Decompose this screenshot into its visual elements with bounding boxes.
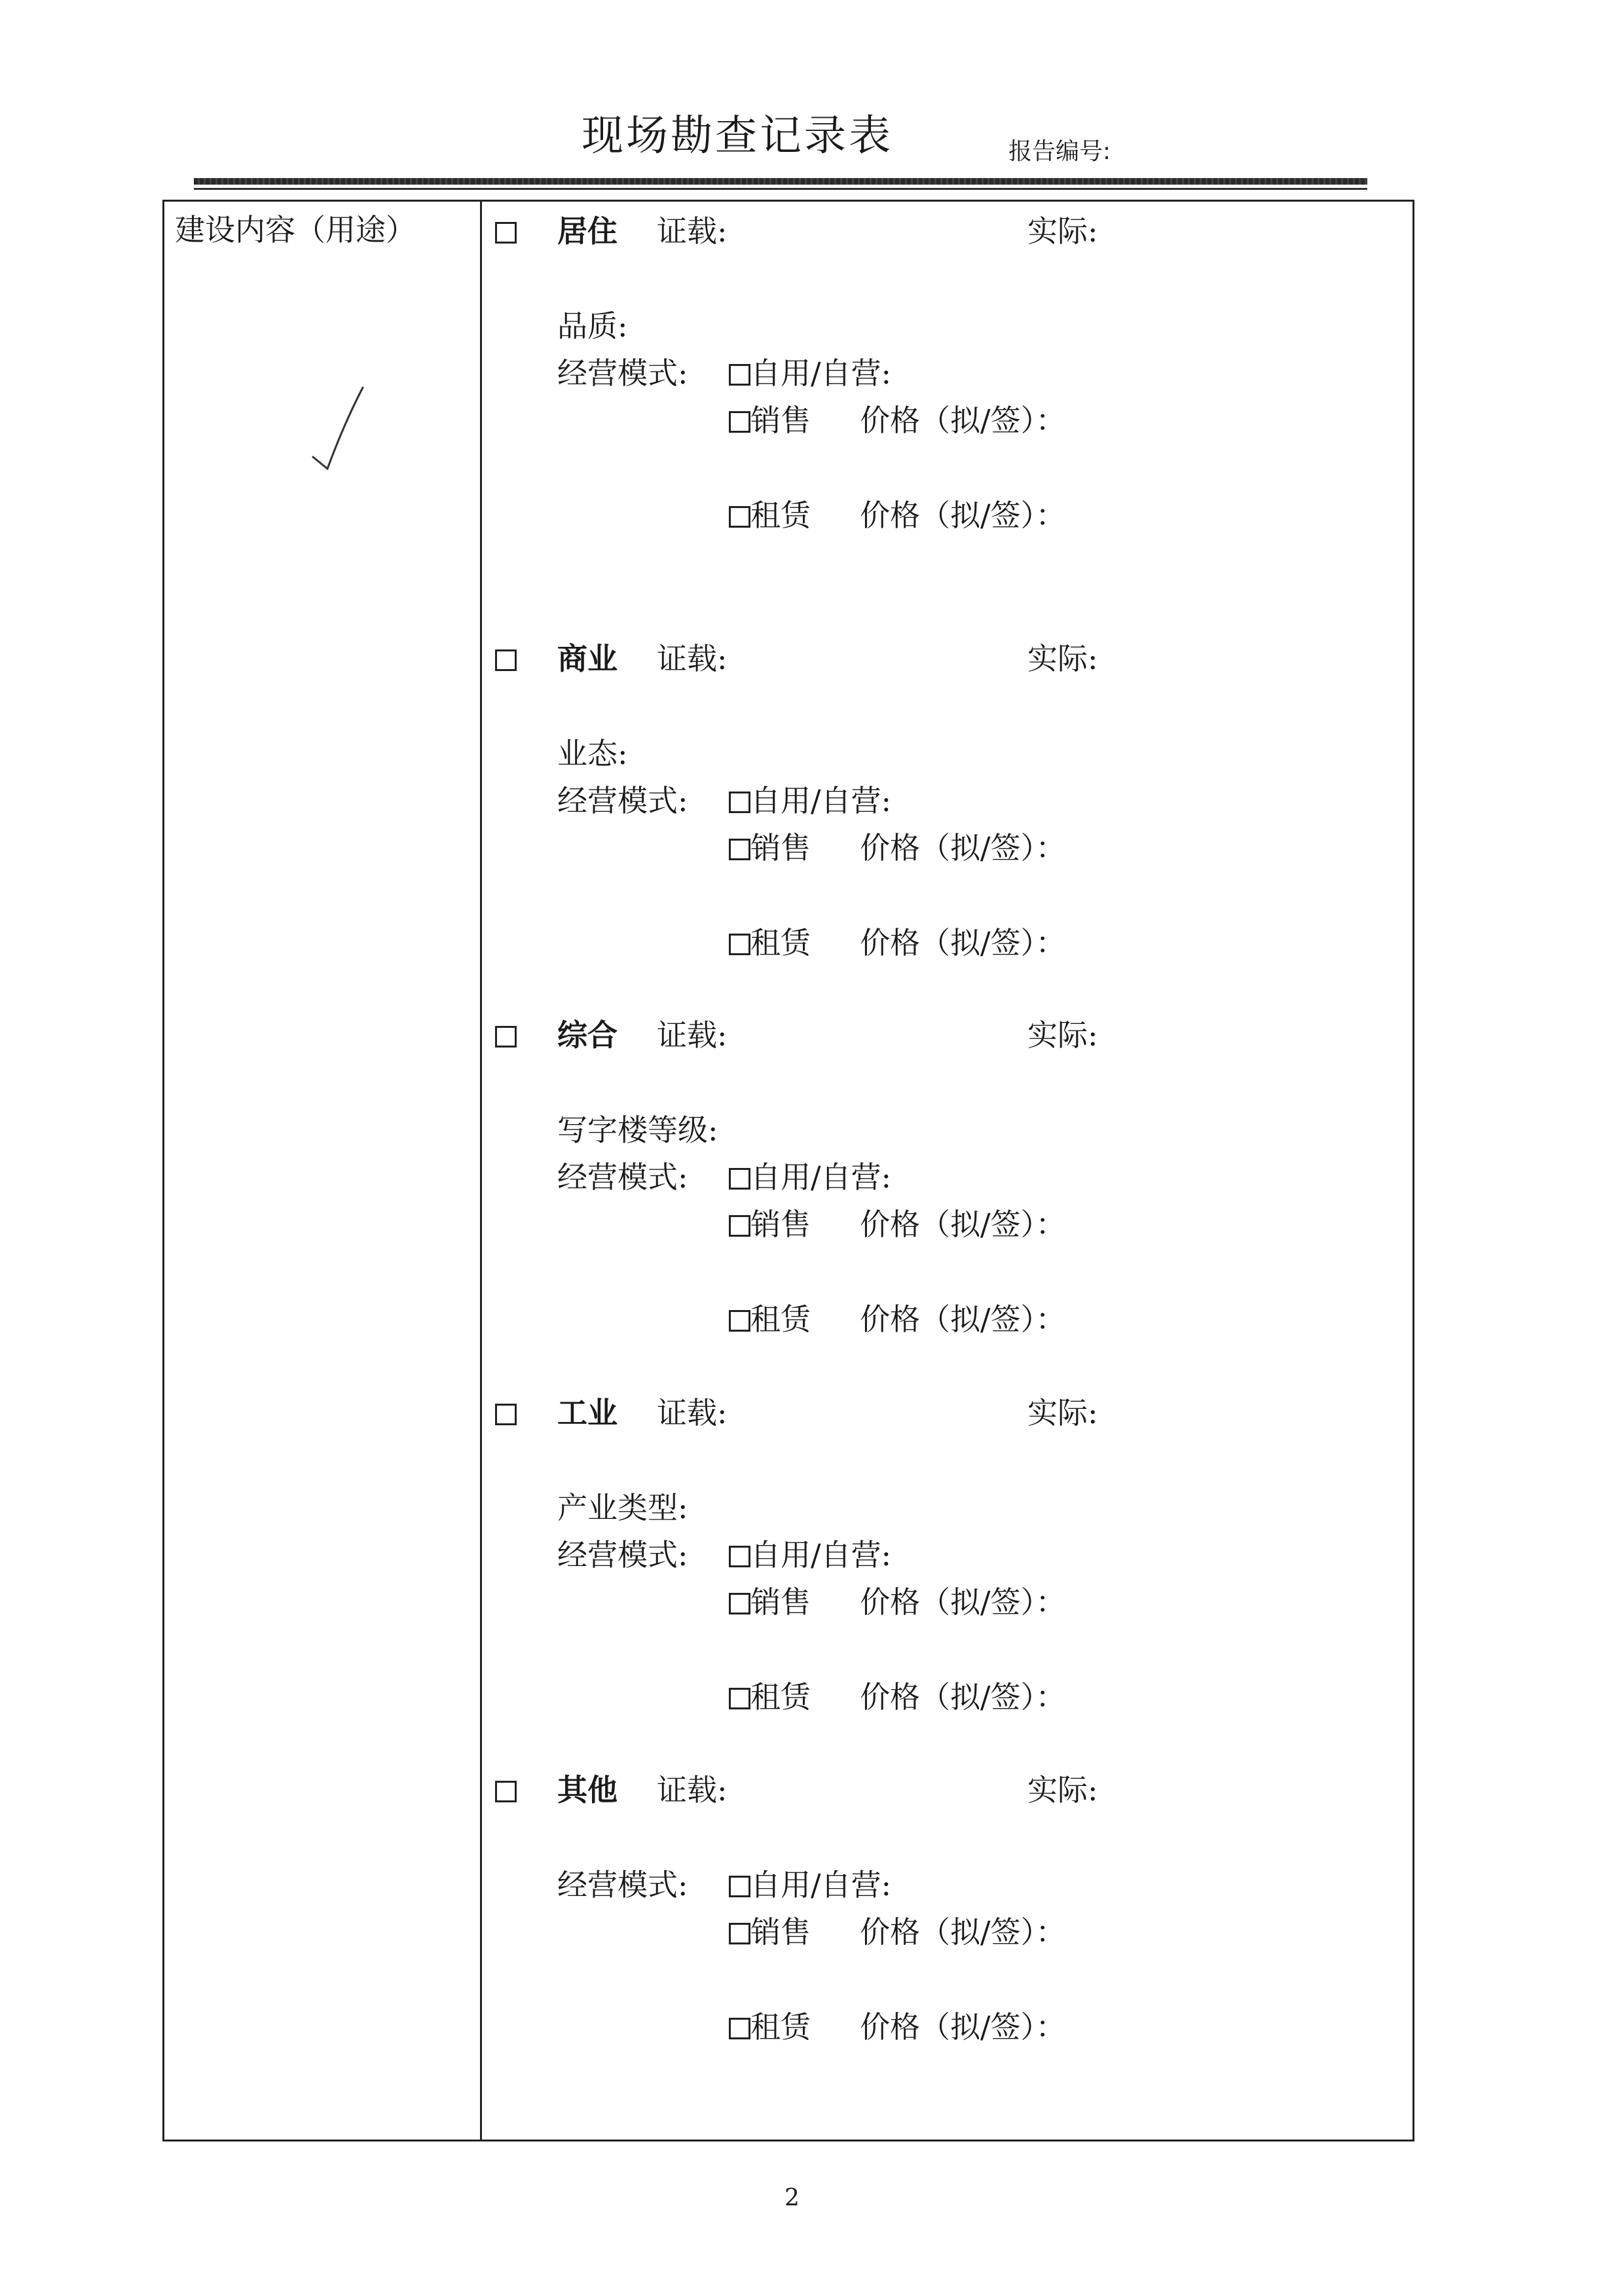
lease-checkbox[interactable] (729, 506, 750, 528)
mode-label: 经营模式: (557, 355, 688, 391)
section-title: 居住 (557, 213, 618, 249)
lease-price-label: 价格（拟/签）： (860, 2009, 1066, 2045)
mixed-use-checkbox[interactable] (495, 1026, 517, 1048)
lease-checkbox[interactable] (729, 1310, 750, 1332)
section-title: 工业 (557, 1395, 618, 1430)
sale-checkbox[interactable] (729, 1215, 750, 1237)
lease-checkbox[interactable] (729, 2018, 750, 2039)
section-title: 综合 (557, 1017, 618, 1053)
actual-label: 实际: (1027, 213, 1098, 249)
lease-label: 租赁 (750, 1679, 811, 1715)
detail-label: 产业类型: (557, 1490, 688, 1525)
self-use-label: 自用/自营: (750, 1537, 891, 1573)
self-use-checkbox[interactable] (729, 364, 750, 386)
detail-label: 品质: (557, 308, 628, 344)
sale-price-label: 价格（拟/签）： (860, 1584, 1066, 1620)
industrial-checkbox[interactable] (495, 1404, 517, 1425)
sale-label: 销售 (750, 1584, 811, 1620)
sale-checkbox[interactable] (729, 1923, 750, 1944)
commercial-checkbox[interactable] (495, 649, 517, 671)
other-checkbox[interactable] (495, 1781, 517, 1802)
self-use-checkbox[interactable] (729, 1876, 750, 1897)
header-rule-thick (194, 178, 1367, 185)
report-number-label: 报告编号: (1008, 138, 1111, 165)
lease-label: 租赁 (750, 925, 811, 960)
sale-label: 销售 (750, 830, 811, 866)
self-use-label: 自用/自营: (750, 355, 891, 391)
actual-label: 实际: (1027, 1017, 1098, 1053)
cert-label: 证载: (657, 213, 728, 249)
sale-price-label: 价格（拟/签）： (860, 403, 1066, 438)
actual-label: 实际: (1027, 641, 1098, 676)
handwritten-check-icon (308, 385, 367, 470)
self-use-label: 自用/自营: (750, 1159, 891, 1195)
sale-label: 销售 (750, 403, 811, 438)
mode-label: 经营模式: (557, 783, 688, 818)
column-divider (480, 202, 482, 2140)
lease-price-label: 价格（拟/签）： (860, 925, 1066, 960)
cert-label: 证载: (657, 1772, 728, 1808)
self-use-label: 自用/自营: (750, 783, 891, 818)
sale-label: 销售 (750, 1207, 811, 1242)
section-title: 其他 (557, 1772, 618, 1808)
detail-label: 业态: (557, 736, 628, 771)
sale-checkbox[interactable] (729, 411, 750, 433)
lease-price-label: 价格（拟/签）： (860, 1302, 1066, 1337)
cert-label: 证载: (657, 1017, 728, 1053)
lease-label: 租赁 (750, 2009, 811, 2045)
self-use-checkbox[interactable] (729, 1168, 750, 1190)
mode-label: 经营模式: (557, 1159, 688, 1195)
self-use-checkbox[interactable] (729, 792, 750, 813)
header-rule-thin (194, 188, 1367, 190)
lease-checkbox[interactable] (729, 1688, 750, 1709)
mode-label: 经营模式: (557, 1537, 688, 1573)
sale-price-label: 价格（拟/签）： (860, 1207, 1066, 1242)
detail-label: 写字楼等级: (557, 1112, 718, 1148)
survey-form-table (162, 200, 1414, 2141)
lease-price-label: 价格（拟/签）： (860, 498, 1066, 533)
self-use-checkbox[interactable] (729, 1546, 750, 1567)
construction-content-label: 建设内容（用途） (175, 212, 416, 247)
actual-label: 实际: (1027, 1395, 1098, 1430)
cert-label: 证载: (657, 1395, 728, 1430)
page-title: 现场勘查记录表 (581, 112, 893, 160)
sale-price-label: 价格（拟/签）： (860, 830, 1066, 866)
lease-label: 租赁 (750, 498, 811, 533)
residential-checkbox[interactable] (495, 222, 517, 244)
actual-label: 实际: (1027, 1772, 1098, 1808)
sale-checkbox[interactable] (729, 1593, 750, 1614)
sale-label: 销售 (750, 1914, 811, 1950)
lease-label: 租赁 (750, 1302, 811, 1337)
self-use-label: 自用/自营: (750, 1867, 891, 1903)
mode-label: 经营模式: (557, 1867, 688, 1903)
sale-checkbox[interactable] (729, 839, 750, 860)
sale-price-label: 价格（拟/签）： (860, 1914, 1066, 1950)
lease-checkbox[interactable] (729, 934, 750, 955)
section-title: 商业 (557, 641, 618, 676)
lease-price-label: 价格（拟/签）： (860, 1679, 1066, 1715)
page-number: 2 (784, 2185, 800, 2212)
cert-label: 证载: (657, 641, 728, 676)
